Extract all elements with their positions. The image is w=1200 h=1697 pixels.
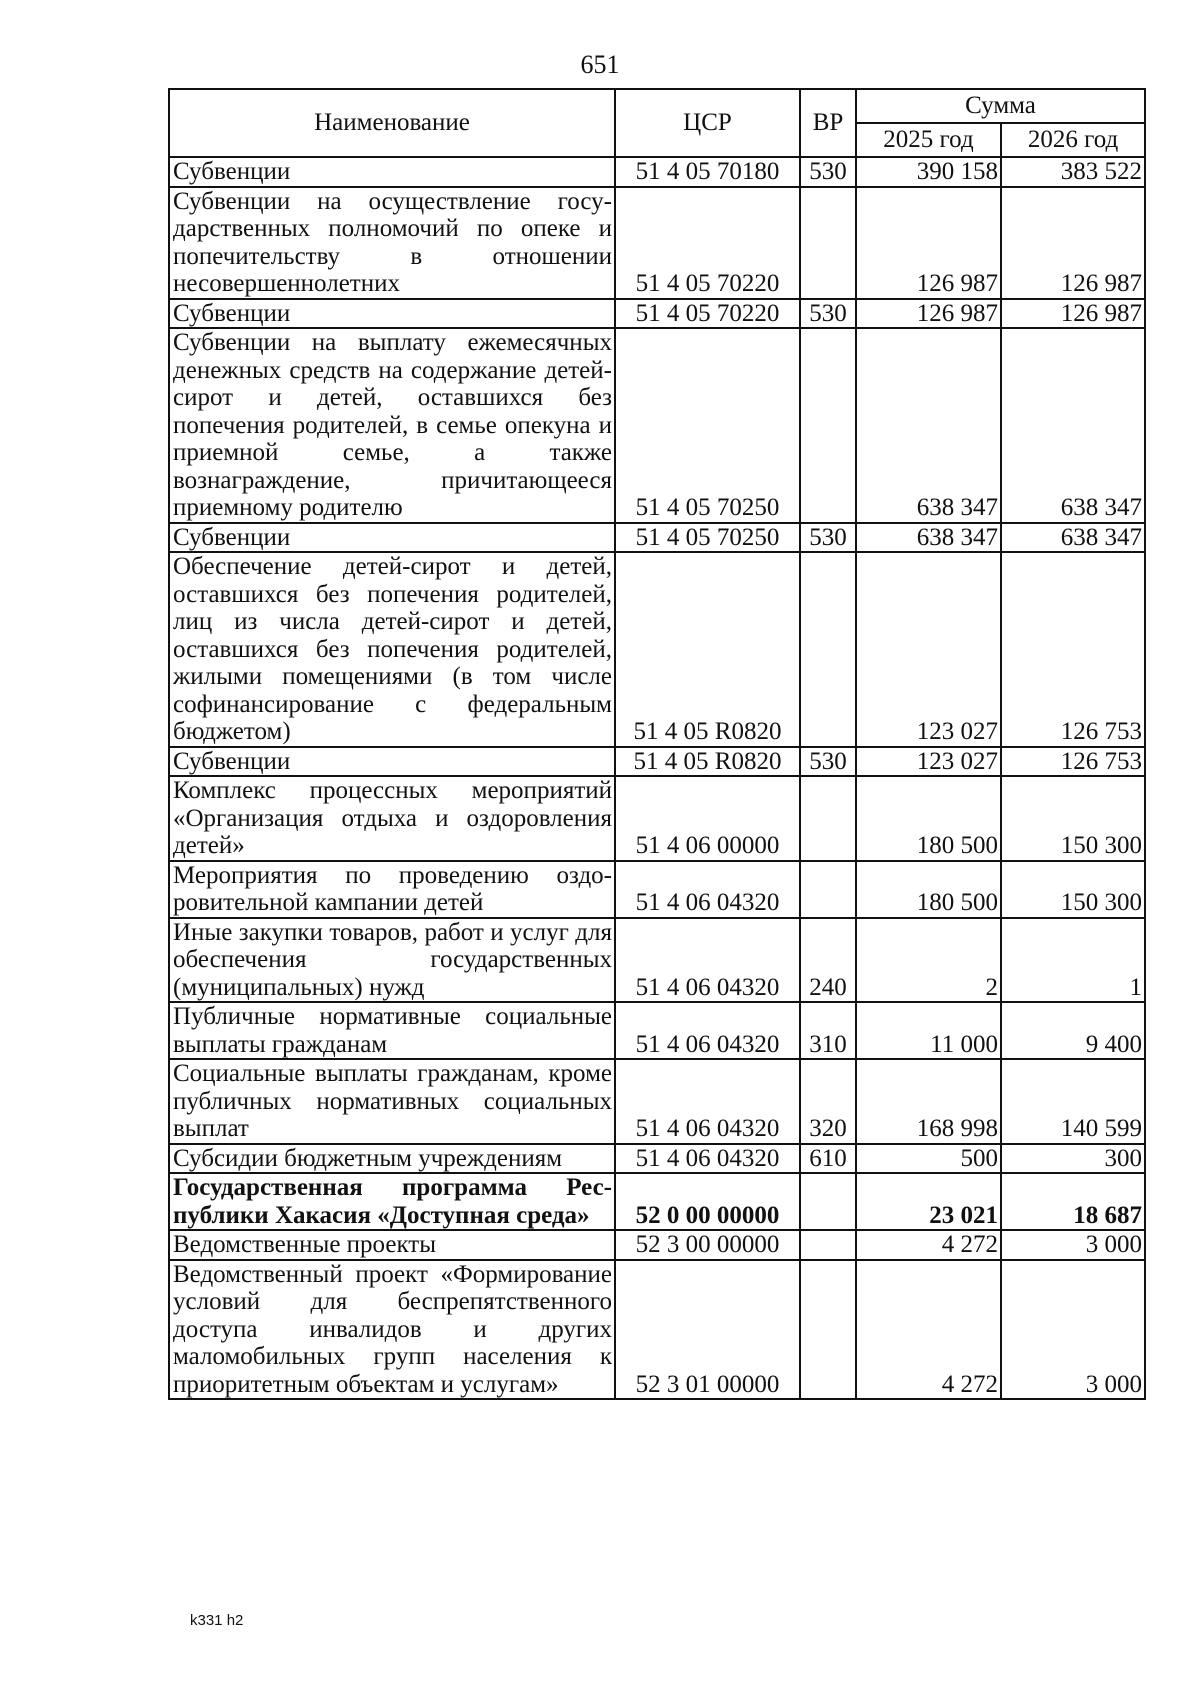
row-name: Субвенции [169, 747, 615, 777]
row-amount-2026: 126 753 [1001, 552, 1145, 747]
table-row [169, 1059, 1145, 1144]
row-csr: 51 4 05 70220 [615, 187, 800, 299]
row-amount-2026: 126 987 [1001, 299, 1145, 329]
row-amount-2025: 2 [856, 918, 1001, 1003]
row-amount-2025: 638 347 [856, 523, 1001, 553]
table-row [169, 523, 1145, 553]
row-csr: 52 3 01 00000 [615, 1260, 800, 1400]
table-row [169, 1260, 1145, 1400]
row-vr [800, 1230, 856, 1260]
row-amount-2025: 500 [856, 1144, 1001, 1174]
row-csr: 51 4 06 04320 [615, 861, 800, 918]
table-row [169, 1173, 1145, 1230]
table-row [169, 299, 1145, 329]
row-amount-2025: 180 500 [856, 776, 1001, 861]
row-name: Субвенции [169, 299, 615, 329]
row-vr [800, 861, 856, 918]
row-amount-2026: 9 400 [1001, 1002, 1145, 1059]
table-body [169, 157, 1145, 1399]
table-row [169, 187, 1145, 299]
header-vr: ВР [800, 89, 856, 157]
header-sum: Сумма [856, 89, 1145, 123]
row-name: Мероприятия по проведению оздоровительной кампании детей [169, 861, 615, 918]
row-csr: 51 4 06 00000 [615, 776, 800, 861]
row-name: Иные закупки товаров, работ и услуг для обеспечения государственных (муниципальных) нужд [169, 918, 615, 1003]
row-name: Комплекс процессных мероприятий «Организация отдыха и оздоровления детей» [169, 776, 615, 861]
row-vr: 240 [800, 918, 856, 1003]
row-name: Ведомственный проект «Формирование условий для беспрепятственного доступа инвалидов и других маломобильных групп населения к приоритетным объектам и услугам» [169, 1260, 615, 1400]
row-amount-2026: 150 300 [1001, 776, 1145, 861]
row-amount-2025: 180 500 [856, 861, 1001, 918]
table-row [169, 157, 1145, 187]
row-name: Субсидии бюджетным учреждениям [169, 1144, 615, 1174]
table-row [169, 918, 1145, 1003]
table-row [169, 328, 1145, 523]
row-amount-2026: 300 [1001, 1144, 1145, 1174]
row-csr: 51 4 06 04320 [615, 1144, 800, 1174]
budget-table [168, 88, 1146, 1400]
row-amount-2026: 18 687 [1001, 1173, 1145, 1230]
row-vr [800, 1173, 856, 1230]
row-csr: 51 4 05 R0820 [615, 747, 800, 777]
row-csr: 51 4 05 70250 [615, 523, 800, 553]
table-row [169, 747, 1145, 777]
header-year-2026: 2026 год [1001, 123, 1145, 157]
row-csr: 51 4 05 70180 [615, 157, 800, 187]
row-vr: 530 [800, 299, 856, 329]
row-amount-2026: 383 522 [1001, 157, 1145, 187]
row-vr [800, 328, 856, 523]
table-row [169, 776, 1145, 861]
row-vr [800, 1260, 856, 1400]
row-vr: 530 [800, 747, 856, 777]
row-amount-2025: 4 272 [856, 1230, 1001, 1260]
row-amount-2025: 390 158 [856, 157, 1001, 187]
row-name: Субвенции на выплату ежемесячных денежных средств на содержание детей-сирот и детей, оставшихся без попечения родителей, в семье опекуна и приемной семье, а также вознаграждение, причитающееся приемному родителю [169, 328, 615, 523]
row-name: Социальные выплаты гражданам, кроме публичных нормативных социальных выплат [169, 1059, 615, 1144]
row-csr: 51 4 06 04320 [615, 1002, 800, 1059]
header-csr: ЦСР [615, 89, 800, 157]
footer-code: k331 h2 [190, 1612, 244, 1629]
row-amount-2025: 638 347 [856, 328, 1001, 523]
table-row [169, 552, 1145, 747]
table-row [169, 1230, 1145, 1260]
table-row [169, 1144, 1145, 1174]
row-vr: 310 [800, 1002, 856, 1059]
row-name: Субвенции [169, 157, 615, 187]
row-amount-2026: 126 753 [1001, 747, 1145, 777]
row-csr: 51 4 05 R0820 [615, 552, 800, 747]
row-amount-2026: 150 300 [1001, 861, 1145, 918]
row-vr: 530 [800, 157, 856, 187]
row-amount-2026: 638 347 [1001, 523, 1145, 553]
row-vr: 610 [800, 1144, 856, 1174]
row-name: Ведомственные проекты [169, 1230, 615, 1260]
row-csr: 51 4 05 70220 [615, 299, 800, 329]
page-number: 651 [580, 50, 620, 79]
row-vr: 320 [800, 1059, 856, 1144]
row-csr: 51 4 06 04320 [615, 1059, 800, 1144]
row-amount-2025: 23 021 [856, 1173, 1001, 1230]
row-csr: 52 3 00 00000 [615, 1230, 800, 1260]
row-amount-2025: 168 998 [856, 1059, 1001, 1144]
row-name: Субвенции [169, 523, 615, 553]
table-row [169, 1002, 1145, 1059]
header-name: Наименование [169, 89, 615, 157]
row-amount-2026: 1 [1001, 918, 1145, 1003]
row-vr [800, 187, 856, 299]
table-header [169, 89, 1145, 157]
row-amount-2026: 3 000 [1001, 1260, 1145, 1400]
row-name: Публичные нормативные социальные выплаты гражданам [169, 1002, 615, 1059]
row-csr: 51 4 06 04320 [615, 918, 800, 1003]
row-amount-2025: 126 987 [856, 187, 1001, 299]
header-year-2025: 2025 год [856, 123, 1001, 157]
row-amount-2025: 4 272 [856, 1260, 1001, 1400]
row-csr: 52 0 00 00000 [615, 1173, 800, 1230]
row-amount-2026: 140 599 [1001, 1059, 1145, 1144]
row-amount-2026: 126 987 [1001, 187, 1145, 299]
row-amount-2026: 3 000 [1001, 1230, 1145, 1260]
row-name: Государственная программа Республики Хакасия «Доступная среда» [169, 1173, 615, 1230]
row-vr [800, 552, 856, 747]
row-amount-2026: 638 347 [1001, 328, 1145, 523]
row-vr [800, 776, 856, 861]
row-name: Субвенции на осуществление государственных полномочий по опеке и попечительству в отношении несовершеннолетних [169, 187, 615, 299]
row-amount-2025: 11 000 [856, 1002, 1001, 1059]
row-amount-2025: 126 987 [856, 299, 1001, 329]
row-vr: 530 [800, 523, 856, 553]
row-name: Обеспечение детей-сирот и детей, оставшихся без попечения родителей, лиц из числа детей-сирот и детей, оставшихся без попечения родителей, жилыми помещениями (в том числе софинансирование с федеральным бюджетом) [169, 552, 615, 747]
row-amount-2025: 123 027 [856, 552, 1001, 747]
table-row [169, 861, 1145, 918]
row-csr: 51 4 05 70250 [615, 328, 800, 523]
row-amount-2025: 123 027 [856, 747, 1001, 777]
